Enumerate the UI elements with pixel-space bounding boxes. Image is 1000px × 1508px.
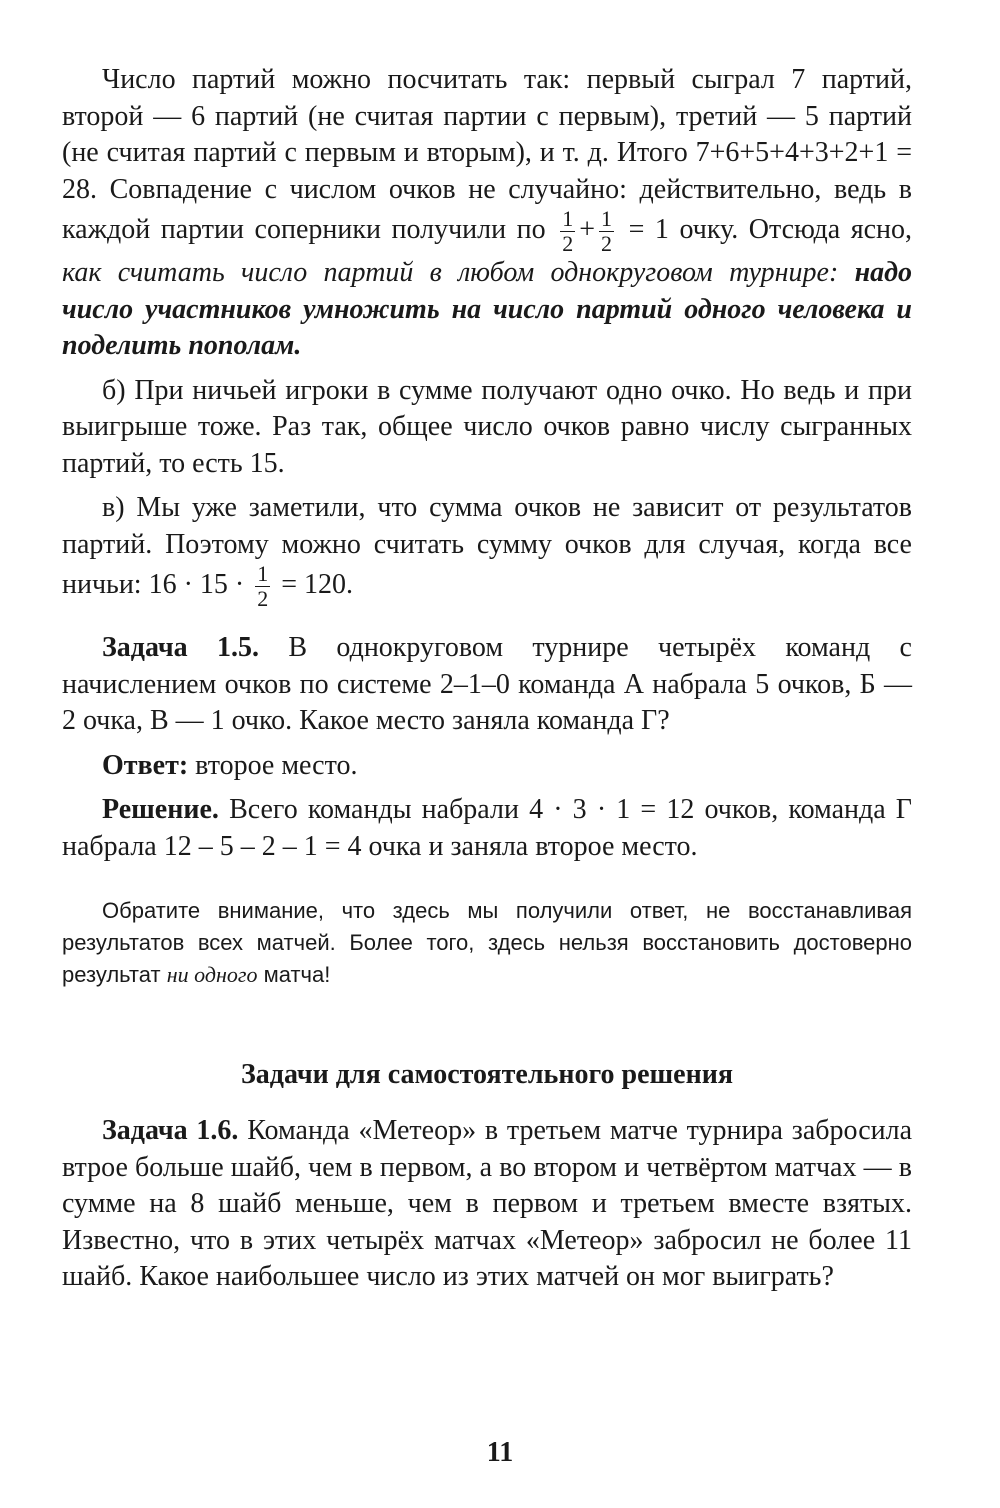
problem-1-6-label: Задача 1.6.: [102, 1115, 239, 1146]
italic-colon: :: [828, 257, 839, 288]
note-text-end: матча!: [263, 962, 331, 987]
problem-1-6: [62, 1113, 912, 1296]
paragraph-counting-games: [62, 62, 912, 365]
plus-sign: +: [579, 213, 595, 245]
paragraph-v: [62, 490, 912, 610]
fraction-one-half: $\frac{1}{2}$: [257, 561, 269, 611]
answer-paragraph: [62, 748, 912, 785]
problem-1-5: [62, 630, 912, 740]
paragraph-v-result: = 120.: [281, 568, 354, 600]
paragraph-v-text: в) Мы уже заметили, что сумма очков не зависит от результатов партий. Поэтому можно считать сумму очков для случая, когда все ничьи: 16 · 15 ·: [62, 492, 912, 600]
solution-label: Решение.: [102, 794, 219, 825]
fraction-one-half: $\frac{1}{2}$: [562, 206, 574, 256]
problem-1-5-label: Задача 1.5.: [102, 632, 259, 663]
problem-1-6-text: Команда «Метеор» в третьем матче турнира забросила втрое больше шайб, чем в первом, а во втором и четвёртом матчах — в сумме на 8 шайб меньше, чем в первом и третьем вместе взятых. Известно, что в этих четырёх матчах «Метеор» забросил не более 11 шайб. Какое наибольшее число из этих матчей он мог выиграть?: [62, 1115, 913, 1292]
solution-paragraph: [62, 792, 912, 865]
page-content: [62, 62, 912, 1296]
solution-text: Всего команды набрали 4 · 3 · 1 = 12 очков, команда Г набрала 12 – 5 – 2 – 1 = 4 очка и заняла второе место.: [62, 794, 912, 862]
answer-text: второе место.: [195, 749, 358, 781]
italic-how-to-count: как считать число партий в любом однокруговом турнире: [62, 257, 829, 288]
note-italic: ни одного: [166, 962, 258, 987]
fraction-one-half: $\frac{1}{2}$: [601, 206, 612, 256]
problem-1-5-text: В однокруговом турнире четырёх команд с начислением очков по системе 2–1–0 команда А набрала 5 очков, Б — 2 очка, В — 1 очко. Какое место заняла команда Г?: [62, 632, 912, 736]
answer-label: Ответ:: [102, 749, 189, 781]
note-paragraph: [62, 895, 912, 991]
one-point-text: = 1 очку. Отсюда ясно,: [628, 213, 913, 245]
counting-games-text: Число партий можно посчитать так: первый сыграл 7 партий, второй — 6 партий (не считая партии с первым), третий — 5 партий (не считая партий с первым и вторым), и т. д. Итого 7+6+5+4+3+2+1 = 28. Совпадение с числом очков не случайно: действительно, ведь в каждой партии соперники получили по: [62, 64, 912, 245]
paragraph-b: б) При ничьей игроки в сумме получают одно очко. Но ведь и при выигрыше тоже. Раз так, общее число очков равно числу сыгранных партий, то есть 15.: [62, 374, 912, 479]
rule-statement: надо число участников умножить на число партий одного человека и поделить пополам.: [62, 257, 912, 361]
section-heading: Задачи для самостоятельного решения: [241, 1059, 733, 1090]
page-number: 11: [486, 1437, 514, 1468]
note-text-start: Обратите внимание, что здесь мы получили ответ, не восстанавливая результатов всех матчей. Более того, здесь нельзя восстановить достоверно результат: [62, 898, 912, 987]
